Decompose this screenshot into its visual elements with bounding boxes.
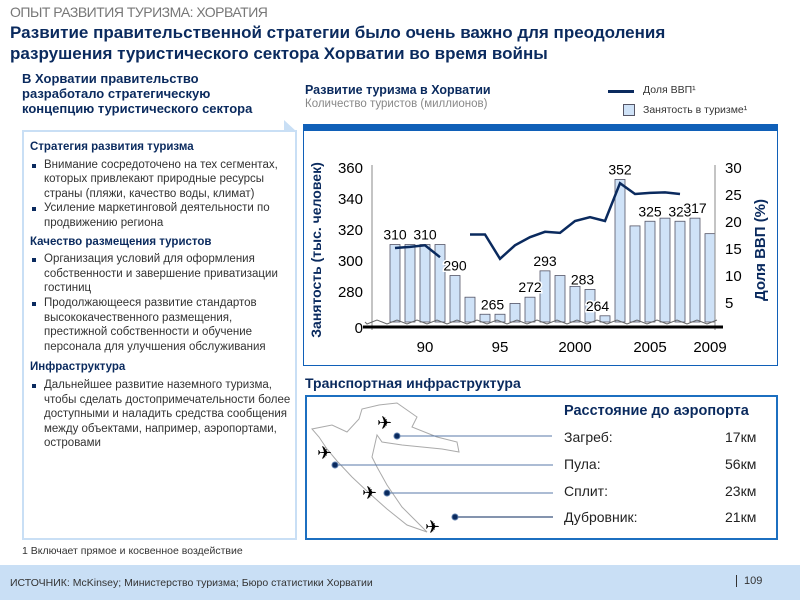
bar bbox=[645, 221, 655, 322]
bar bbox=[675, 221, 685, 322]
data-label: 310 bbox=[413, 226, 437, 243]
bar bbox=[450, 276, 460, 323]
x-tick-label: 90 bbox=[416, 339, 434, 356]
distance-value: 56км bbox=[725, 456, 757, 472]
bar bbox=[690, 218, 700, 322]
y-tick-label: 340 bbox=[337, 191, 363, 208]
distance-value: 17км bbox=[725, 429, 757, 445]
x-tick-label: 2005 bbox=[633, 339, 667, 356]
city-label: Пула: bbox=[564, 456, 601, 472]
airplane-icon: ✈ bbox=[317, 443, 333, 463]
distance-heading: Расстояние до аэропорта bbox=[564, 403, 749, 419]
bar bbox=[705, 234, 715, 322]
x-tick-label: 2000 bbox=[558, 339, 592, 356]
legend-line-swatch bbox=[608, 90, 634, 93]
city-label: Сплит: bbox=[564, 483, 608, 499]
data-label: 283 bbox=[570, 271, 595, 288]
legend-line-label: Доля ВВП¹ bbox=[643, 84, 696, 96]
data-label: 310 bbox=[383, 226, 407, 243]
bar bbox=[405, 245, 415, 323]
bullet-item: Усиление маркетинговой деятельности по продвижению региона bbox=[30, 201, 292, 230]
section-heading: Стратегия развития туризма bbox=[30, 141, 194, 153]
bar bbox=[555, 276, 565, 323]
bar bbox=[480, 314, 490, 322]
data-label: 272 bbox=[518, 279, 542, 296]
bar bbox=[465, 297, 475, 322]
source-note: ИСТОЧНИК: McKinsey; Министерство туризма; Бюро статистики Хорватии bbox=[10, 577, 373, 589]
airplane-icon: ✈ bbox=[425, 517, 441, 537]
strategy-content bbox=[30, 136, 292, 451]
chart-subtitle: Количество туристов (миллионов) bbox=[305, 98, 488, 110]
section-kicker: ОПЫТ РАЗВИТИЯ ТУРИЗМА: ХОРВАТИЯ bbox=[10, 4, 268, 20]
bar bbox=[420, 245, 430, 323]
y-axis-label: Занятость (тыс. человек) bbox=[308, 162, 324, 338]
transport-panel bbox=[305, 395, 778, 540]
bar bbox=[630, 226, 640, 322]
y-tick-label: 300 bbox=[337, 253, 363, 270]
bar bbox=[525, 297, 535, 322]
page-title: Развитие правительственной стратегии было очень важно для преодоления разрушения туристического сектора Хорватии во время войны bbox=[10, 23, 666, 63]
y2-axis-label: Доля ВВП (%) bbox=[752, 198, 769, 302]
data-label: 325 bbox=[668, 203, 692, 220]
bar bbox=[615, 179, 625, 322]
bar bbox=[660, 218, 670, 322]
bar bbox=[390, 245, 400, 323]
airplane-icon: ✈ bbox=[362, 483, 378, 503]
data-label: 325 bbox=[638, 203, 662, 220]
y-tick-label: 0 bbox=[354, 320, 363, 337]
y2-tick-label: 20 bbox=[725, 214, 742, 231]
data-label: 290 bbox=[443, 257, 467, 274]
y-tick-label: 280 bbox=[337, 284, 363, 301]
bullet-item: Организация условий для оформления собственности и завершение приватизации гостиниц bbox=[30, 252, 292, 296]
footnote: 1 Включает прямое и косвенное воздействие bbox=[22, 545, 243, 557]
y-tick-label: 360 bbox=[337, 160, 363, 177]
data-label: 293 bbox=[533, 252, 557, 269]
section-heading: Инфраструктура bbox=[30, 361, 126, 374]
bullet-item: Дальнейшее развитие наземного туризма, чтобы сделать достопримечательности более доступными и наладить средства сообщения между объектами, например, аэропортами, островами bbox=[30, 378, 292, 451]
left-panel-title: В Хорватии правительство разработало стратегическую концепцию туристического сектора bbox=[22, 71, 253, 116]
section-heading: Качество размещения туристов bbox=[30, 235, 212, 248]
bar bbox=[600, 316, 610, 322]
bullet-item: Продолжающееся развитие стандартов высококачественного размещения, престижной собственности и обучение персонала для улучшения обслуживания bbox=[30, 296, 292, 354]
city-label: Загреб: bbox=[564, 429, 613, 445]
page-number: 109 bbox=[736, 575, 762, 587]
chart-title: Развитие туризма в Хорватии bbox=[305, 83, 491, 97]
tourism-chart bbox=[303, 130, 778, 365]
transport-title: Транспортная инфраструктура bbox=[305, 375, 521, 391]
y-tick-label: 320 bbox=[337, 222, 363, 239]
data-label: 265 bbox=[480, 296, 505, 313]
airplane-icon: ✈ bbox=[377, 413, 393, 433]
y2-tick-label: 15 bbox=[725, 241, 742, 258]
data-label: 264 bbox=[585, 297, 610, 314]
bar bbox=[510, 303, 520, 322]
y2-tick-label: 25 bbox=[725, 187, 742, 204]
x-tick-label: 95 bbox=[491, 339, 509, 356]
x-tick-label: 2009 bbox=[693, 339, 727, 356]
bullet-item: Внимание сосредоточено на тех сегментах, которых привлекают природные ресурсы страны (пляжи, качество воды, климат) bbox=[30, 158, 292, 202]
distance-value: 23км bbox=[725, 483, 757, 499]
city-label: Дубровник: bbox=[564, 509, 638, 525]
legend-bar-label: Занятость в туризме¹ bbox=[643, 104, 748, 116]
y2-tick-label: 30 bbox=[725, 160, 742, 177]
bar bbox=[570, 286, 580, 322]
data-label: 317 bbox=[683, 200, 707, 217]
legend-bar-swatch bbox=[623, 104, 635, 116]
data-label: 352 bbox=[608, 161, 632, 178]
distance-value: 21км bbox=[725, 509, 757, 525]
y2-tick-label: 5 bbox=[725, 295, 734, 312]
y2-tick-label: 10 bbox=[725, 268, 742, 285]
